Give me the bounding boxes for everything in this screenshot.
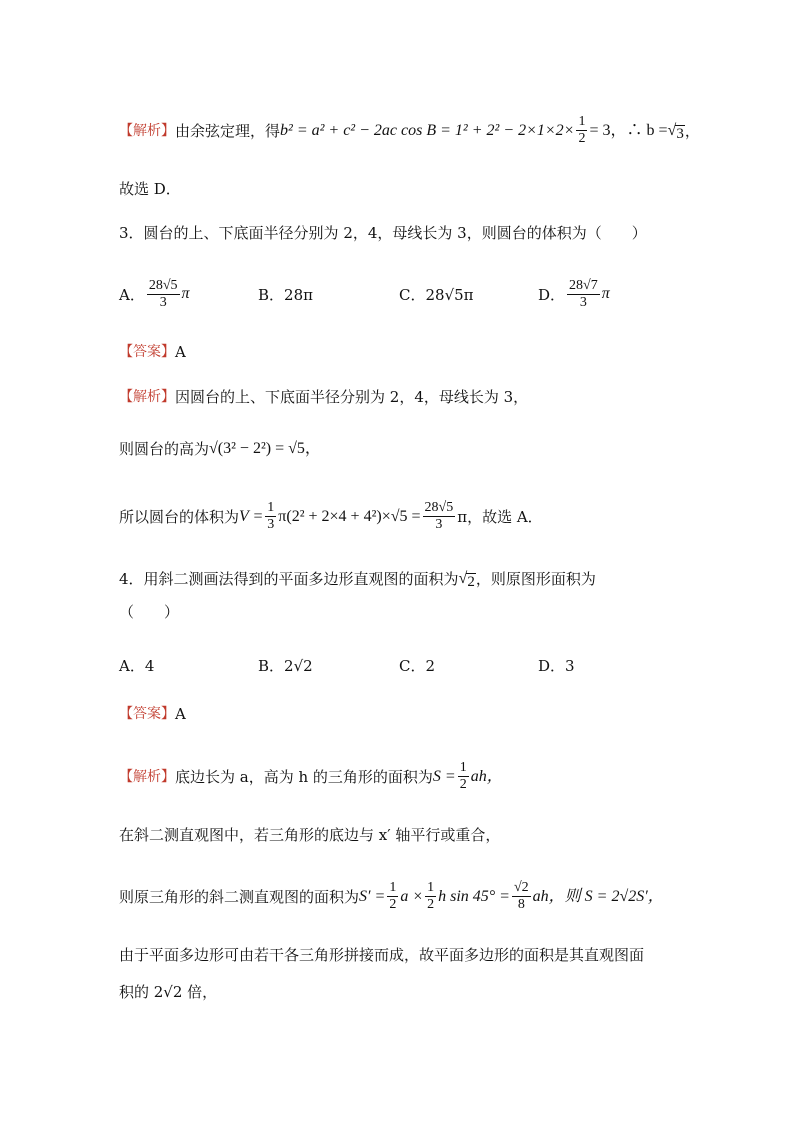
analysis-line-1: [119, 114, 754, 147]
analysis-label: 【解析】: [119, 122, 175, 139]
formula: b² = a² + c² − 2ac cos B = 1² + 2² − 2×1×2×: [280, 121, 575, 139]
option-a: A． $\frac{28√5}{3}$ π: [119, 277, 190, 310]
question-4-stem-2: （ ）: [119, 603, 180, 621]
option-a: A．4: [119, 656, 155, 675]
q4-analysis-5: 积的 2√2 倍，: [119, 983, 218, 1001]
q4-analysis-1: 【解析】 底边长为 a，高为 h 的三角形的面积为 S = $\frac{1}{2}$ ah，: [119, 760, 503, 792]
option-c: C．28√5π: [399, 285, 474, 304]
q3-analysis-2: 则圆台的高为 √(3² − 2²) = √5，: [119, 440, 321, 458]
question-4-options: [119, 648, 739, 682]
question-3-stem: 3．圆台的上、下底面半径分别为 2，4，母线长为 3，则圆台的体积为（ ）: [119, 224, 647, 242]
option-b: B．28π: [258, 285, 313, 304]
option-d: D． $\frac{28√7}{3}$ π: [538, 277, 610, 310]
q3-analysis-3: 所以圆台的体积为 V = $\frac{1}{3}$ π(2² + 2×4 + 4²)×√5 = $\frac{28√5}{3}$ π，故选 A．: [119, 500, 543, 532]
option-b: B．2√2: [258, 656, 313, 675]
sqrt: √ 3: [667, 121, 684, 142]
q4-analysis-3: 则原三角形的斜二测直观图的面积为 S′ = $\frac{1}{2}$ a × $\frac{1}{2}$ h sin 45° = $\frac{√2}{8}$ ah，则 S = 2√2S′，: [119, 880, 664, 912]
text: 由余弦定理，得: [175, 121, 281, 140]
formula-tail: = 3，∴ b =: [589, 121, 668, 139]
text-end: ，: [684, 121, 700, 140]
q4-analysis-4: 由于平面多边形可由若干各三角形拼接而成，故平面多边形的面积是其直观图面: [119, 946, 645, 964]
question-4-stem-1: 4．用斜二测画法得到的平面多边形直观图的面积为 √ 2 ，则原图形面积为: [119, 570, 596, 590]
question-3-options: [119, 277, 739, 311]
answer-line: 【答案】 A: [119, 343, 186, 361]
q4-analysis-2: 在斜二测直观图中，若三角形的底边与 x′ 轴平行或重合，: [119, 826, 501, 844]
answer-line: 【答案】 A: [119, 705, 186, 723]
fraction: $\frac{1}{2}$: [578, 114, 586, 146]
option-c: C．2: [399, 656, 436, 675]
q3-analysis-1: 【解析】 因圆台的上、下底面半径分别为 2，4，母线长为 3，: [119, 388, 529, 406]
select-d: 故选 D．: [119, 180, 181, 198]
option-d: D．3: [538, 656, 575, 675]
